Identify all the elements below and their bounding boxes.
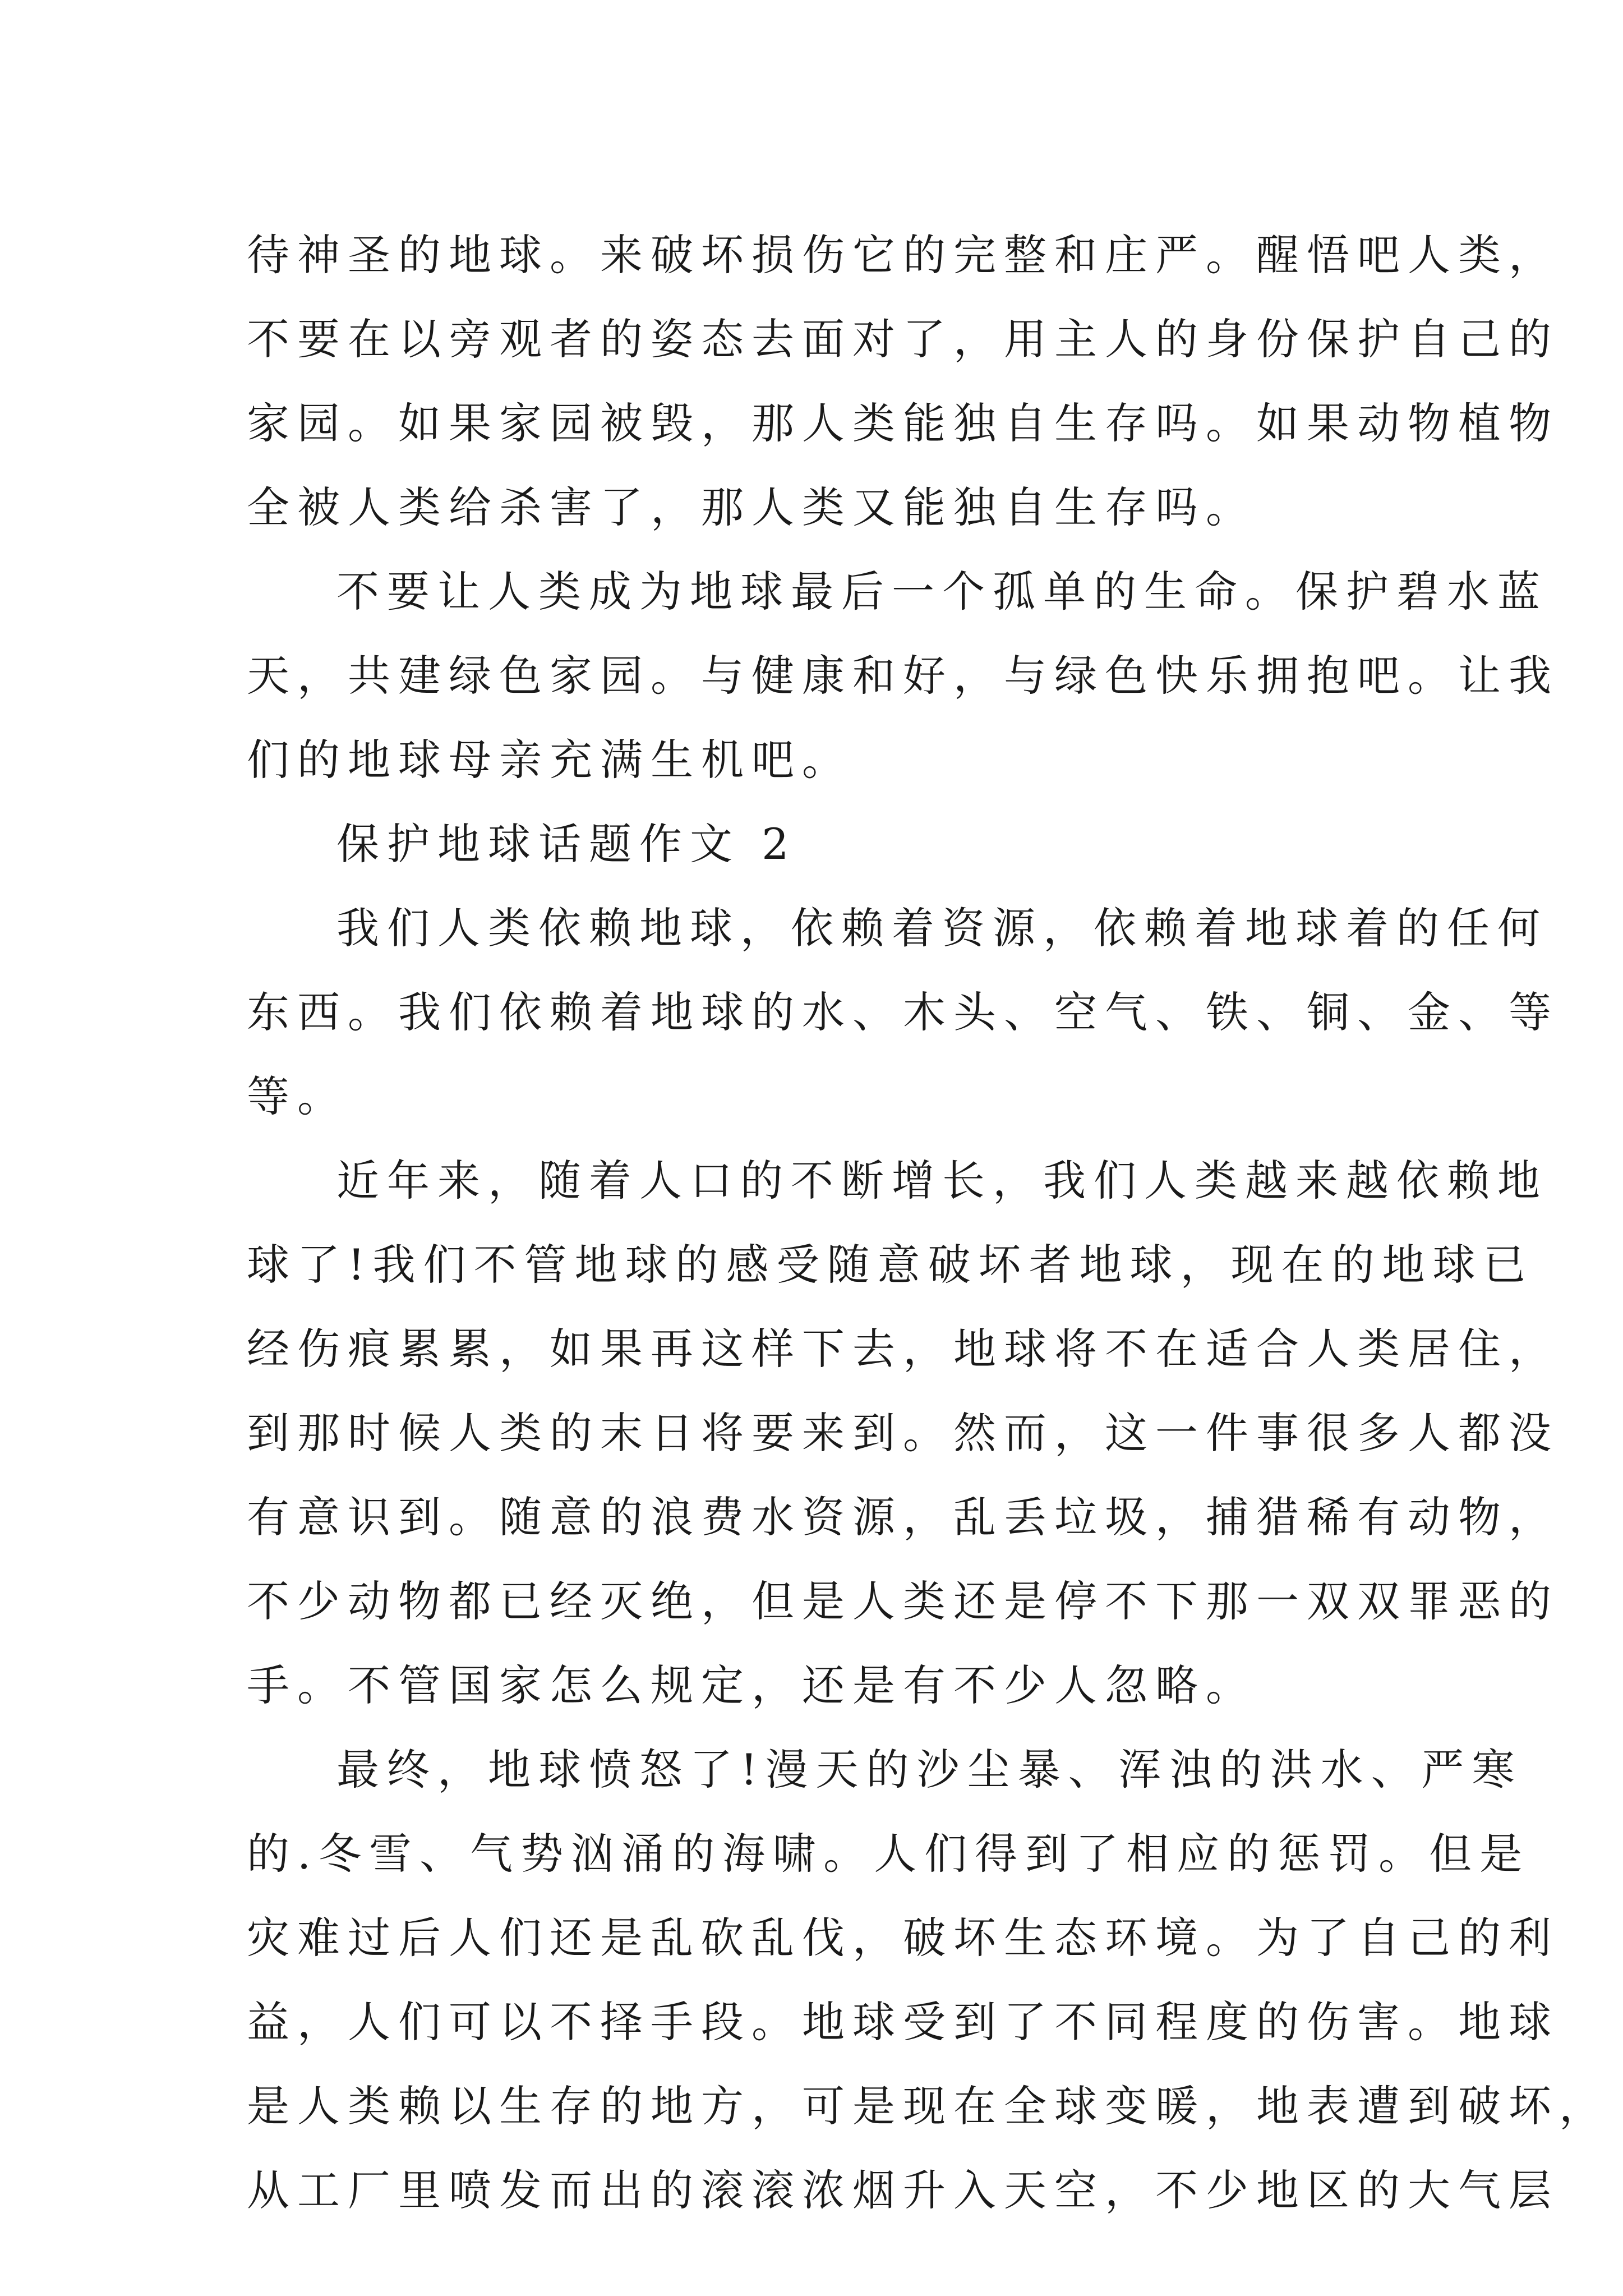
text-line: 是人类赖以生存的地方，可是现在全球变暖，地表遭到破坏， bbox=[247, 2081, 1610, 2131]
text-line: 灾难过后人们还是乱砍乱伐，破坏生态环境。为了自己的利 bbox=[247, 1913, 1559, 1963]
text-line: 益，人们可以不择手段。地球受到了不同程度的伤害。地球 bbox=[247, 1997, 1559, 2047]
paragraph-first-line: 不要让人类成为地球最后一个孤单的生命。保护碧水蓝 bbox=[336, 567, 1548, 616]
text-line: 球了!我们不管地球的感受随意破坏者地球，现在的地球已 bbox=[247, 1240, 1534, 1290]
text-line: 手。不管国家怎么规定，还是有不少人忽略。 bbox=[247, 1660, 1256, 1710]
text-line: 家园。如果家园被毁，那人类能独自生存吗。如果动物植物 bbox=[247, 398, 1559, 448]
document-body bbox=[247, 213, 1610, 2233]
text-line: 待神圣的地球。来破坏损伤它的完整和庄严。醒悟吧人类， bbox=[247, 230, 1559, 280]
text-line: 到那时候人类的末日将要来到。然而，这一件事很多人都没 bbox=[247, 1408, 1559, 1458]
paragraph-first-line: 最终，地球愤怒了!漫天的沙尘暴、浑浊的洪水、严寒 bbox=[336, 1745, 1523, 1795]
text-line: 东西。我们依赖着地球的水、木头、空气、铁、铜、金、等 bbox=[247, 987, 1559, 1037]
text-line: 全被人类给杀害了，那人类又能独自生存吗。 bbox=[247, 482, 1256, 532]
text-line: 经伤痕累累，如果再这样下去，地球将不在适合人类居住， bbox=[247, 1324, 1559, 1374]
text-line: 的.冬雪、气势汹涌的海啸。人们得到了相应的惩罚。但是 bbox=[247, 1829, 1530, 1879]
text-line: 从工厂里喷发而出的滚滚浓烟升入天空，不少地区的大气层 bbox=[247, 2165, 1559, 2215]
section-heading: 保护地球话题作文 2 bbox=[336, 819, 797, 869]
paragraph-first-line: 近年来，随着人口的不断增长，我们人类越来越依赖地 bbox=[336, 1156, 1548, 1205]
text-line: 不要在以旁观者的姿态去面对了，用主人的身份保护自己的 bbox=[247, 314, 1559, 364]
text-line: 有意识到。随意的浪费水资源，乱丢垃圾，捕猎稀有动物， bbox=[247, 1492, 1559, 1542]
text-line: 等。 bbox=[247, 1071, 348, 1121]
paragraph-first-line: 我们人类依赖地球，依赖着资源，依赖着地球着的任何 bbox=[336, 903, 1548, 953]
text-line: 不少动物都已经灭绝，但是人类还是停不下那一双双罪恶的 bbox=[247, 1576, 1559, 1626]
text-line: 们的地球母亲充满生机吧。 bbox=[247, 735, 852, 785]
text-line: 天，共建绿色家园。与健康和好，与绿色快乐拥抱吧。让我 bbox=[247, 651, 1559, 701]
